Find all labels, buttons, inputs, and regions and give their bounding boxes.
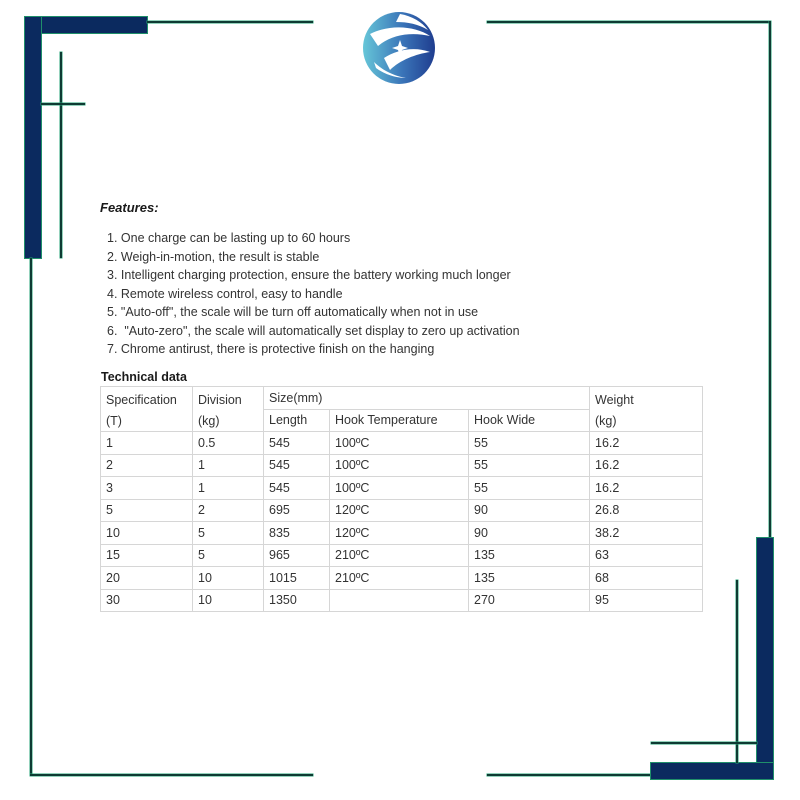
feature-item: 6. "Auto-zero", the scale will automatically set display to zero up activation bbox=[107, 323, 520, 338]
swirl-star-logo-icon bbox=[360, 6, 438, 84]
cell-length: 1350 bbox=[264, 589, 330, 612]
cell-hook-temperature bbox=[330, 589, 469, 612]
frame-right-line bbox=[769, 21, 771, 538]
table-row bbox=[101, 432, 703, 455]
features-list bbox=[107, 229, 520, 359]
cell-specification: 5 bbox=[101, 499, 193, 522]
cell-division: 1 bbox=[193, 454, 264, 477]
cell-length: 835 bbox=[264, 522, 330, 545]
table-row bbox=[101, 589, 703, 612]
frame-top-left-inner-horizontal bbox=[41, 103, 85, 105]
features-heading: Features: bbox=[100, 200, 159, 215]
feature-item: 3. Intelligent charging protection, ensure the battery working much longer bbox=[107, 268, 511, 282]
feature-item: 1. One charge can be lasting up to 60 hours bbox=[107, 231, 351, 245]
brand-logo bbox=[360, 6, 438, 84]
cell-hook-temperature: 210ºC bbox=[330, 544, 469, 567]
frame-top-line-right bbox=[487, 21, 771, 23]
feature-item: 7. Chrome antirust, there is protective finish on the hanging bbox=[107, 342, 435, 356]
frame-top-left-inner-vertical bbox=[60, 52, 62, 258]
table-row bbox=[101, 499, 703, 522]
frame-top-left-vertical-bar bbox=[25, 17, 41, 258]
feature-item: 2. Weigh-in-motion, the result is stable bbox=[107, 249, 320, 264]
cell-length: 545 bbox=[264, 454, 330, 477]
cell-hook-wide: 135 bbox=[469, 544, 590, 567]
cell-weight: 95 bbox=[590, 589, 703, 612]
cell-hook-wide: 55 bbox=[469, 477, 590, 500]
cell-specification: 1 bbox=[101, 432, 193, 455]
cell-division: 10 bbox=[193, 589, 264, 612]
cell-specification: 30 bbox=[101, 589, 193, 612]
table-header-row bbox=[101, 387, 703, 410]
frame-bottom-line-left bbox=[30, 774, 313, 776]
table-row bbox=[101, 544, 703, 567]
cell-division: 2 bbox=[193, 499, 264, 522]
header-hook-wide: Hook Wide bbox=[469, 409, 590, 432]
frame-bottom-right-inner-vertical bbox=[736, 580, 738, 763]
cell-specification: 10 bbox=[101, 522, 193, 545]
cell-division: 1 bbox=[193, 477, 264, 500]
frame-bottom-line-right bbox=[487, 774, 651, 776]
cell-length: 545 bbox=[264, 432, 330, 455]
cell-specification: 20 bbox=[101, 567, 193, 590]
header-division: Division (kg) bbox=[193, 387, 264, 432]
cell-hook-temperature: 100ºC bbox=[330, 477, 469, 500]
cell-length: 695 bbox=[264, 499, 330, 522]
frame-left-line bbox=[30, 258, 32, 776]
header-hook-temperature: Hook Temperature bbox=[330, 409, 469, 432]
table-row bbox=[101, 567, 703, 590]
cell-hook-temperature: 210ºC bbox=[330, 567, 469, 590]
frame-bottom-right-inner-horizontal bbox=[651, 742, 757, 744]
cell-hook-temperature: 120ºC bbox=[330, 499, 469, 522]
cell-hook-temperature: 100ºC bbox=[330, 432, 469, 455]
cell-length: 545 bbox=[264, 477, 330, 500]
cell-division: 5 bbox=[193, 522, 264, 545]
cell-hook-temperature: 120ºC bbox=[330, 522, 469, 545]
cell-hook-wide: 55 bbox=[469, 432, 590, 455]
cell-division: 10 bbox=[193, 567, 264, 590]
frame-top-line-left bbox=[147, 21, 313, 23]
feature-item: 5. "Auto-off", the scale will be turn off automatically when not in use bbox=[107, 305, 479, 319]
cell-hook-wide: 135 bbox=[469, 567, 590, 590]
header-size-group: Size(mm) bbox=[264, 387, 590, 410]
cell-length: 965 bbox=[264, 544, 330, 567]
table-row bbox=[101, 477, 703, 500]
frame-bottom-right-vertical-bar bbox=[757, 538, 773, 779]
cell-hook-wide: 90 bbox=[469, 499, 590, 522]
cell-length: 1015 bbox=[264, 567, 330, 590]
technical-data-heading: Technical data bbox=[101, 370, 187, 384]
cell-weight: 16.2 bbox=[590, 477, 703, 500]
cell-hook-wide: 55 bbox=[469, 454, 590, 477]
cell-specification: 15 bbox=[101, 544, 193, 567]
header-length: Length bbox=[264, 409, 330, 432]
cell-weight: 26.8 bbox=[590, 499, 703, 522]
header-specification: Specification (T) bbox=[101, 387, 193, 432]
frame-bottom-right-horizontal-bar bbox=[651, 763, 773, 779]
technical-data-table bbox=[100, 386, 703, 612]
table-row bbox=[101, 522, 703, 545]
table-row bbox=[101, 454, 703, 477]
cell-weight: 38.2 bbox=[590, 522, 703, 545]
cell-hook-temperature: 100ºC bbox=[330, 454, 469, 477]
feature-item: 4. Remote wireless control, easy to handle bbox=[107, 286, 343, 301]
cell-weight: 16.2 bbox=[590, 454, 703, 477]
cell-weight: 68 bbox=[590, 567, 703, 590]
cell-division: 5 bbox=[193, 544, 264, 567]
cell-hook-wide: 270 bbox=[469, 589, 590, 612]
cell-weight: 63 bbox=[590, 544, 703, 567]
cell-hook-wide: 90 bbox=[469, 522, 590, 545]
frame-top-left-horizontal-bar bbox=[25, 17, 147, 33]
cell-specification: 3 bbox=[101, 477, 193, 500]
cell-division: 0.5 bbox=[193, 432, 264, 455]
cell-weight: 16.2 bbox=[590, 432, 703, 455]
header-weight: Weight (kg) bbox=[590, 387, 703, 432]
cell-specification: 2 bbox=[101, 454, 193, 477]
